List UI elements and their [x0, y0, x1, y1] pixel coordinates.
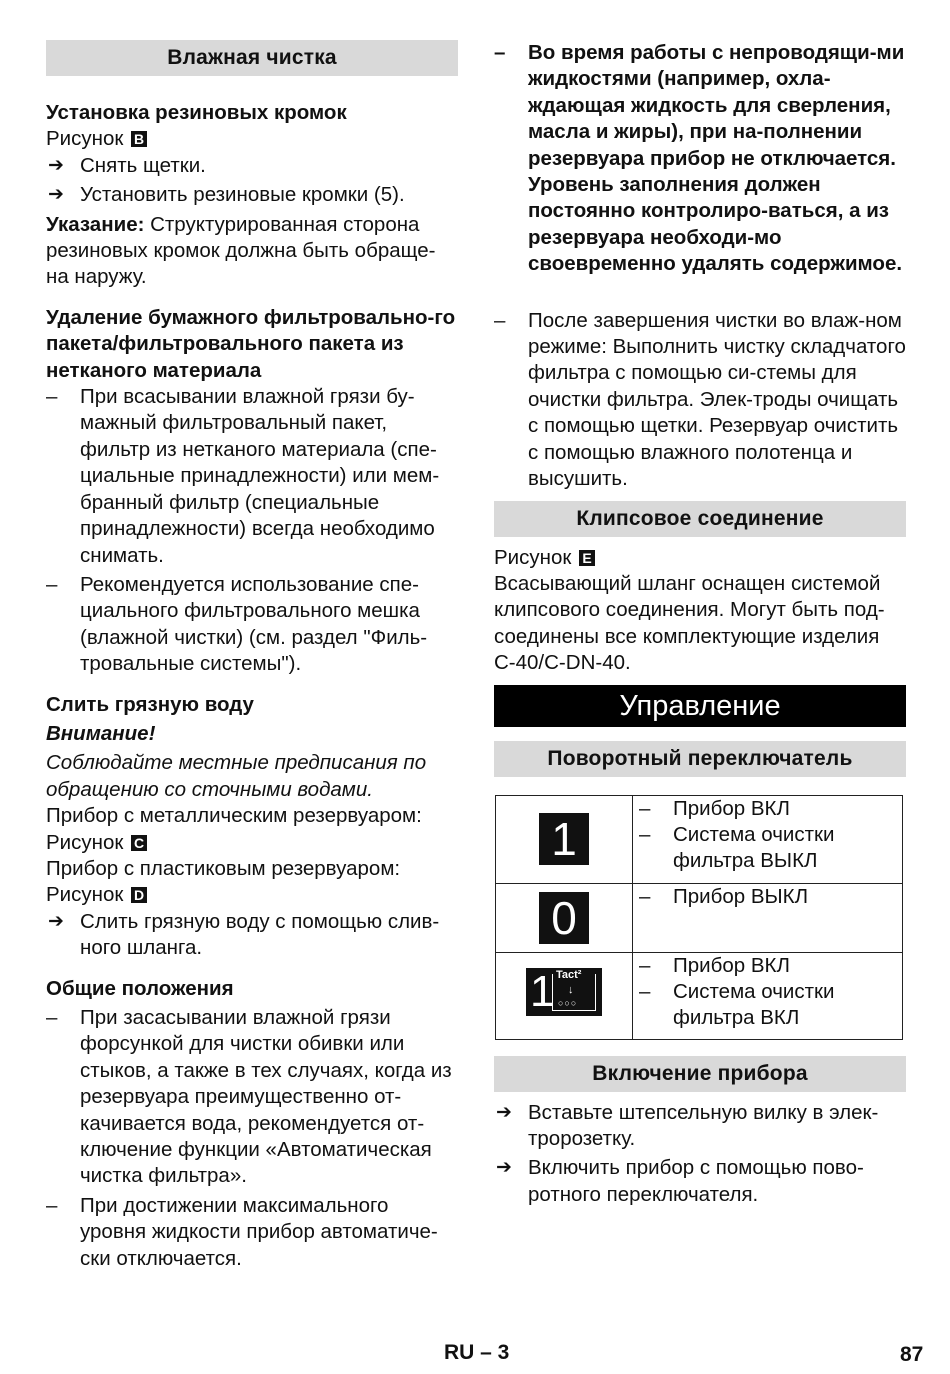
step-remove-brushes: ➔ Снять щетки.	[46, 153, 458, 179]
switch-icon-cell	[496, 795, 633, 883]
plastic-tank-text: Прибор с пластиковым резервуаром:	[46, 856, 401, 880]
switch-row-1	[496, 795, 903, 883]
tact-dots-icon: ○○○	[558, 997, 578, 1008]
switch-row-3-line-1: – Прибор ВКЛ	[639, 953, 902, 979]
switch-position-1-icon: 1	[539, 813, 589, 865]
footer-language-page: RU – 3	[444, 1341, 510, 1364]
step-switch-on: ➔ Включить прибор с помощью пово-ротного переключателя.	[494, 1155, 906, 1208]
note-label: Указание:	[46, 212, 145, 236]
figure-ref-d: Рисунок D	[46, 882, 458, 908]
switch-icon-cell	[496, 952, 633, 1039]
figure-letter-c: C	[131, 835, 147, 851]
warning-non-conductive: – Во время работы с непроводящи-ми жидкостями (например, охла-ждающая жидкость для сверления, масла и жиры), при на-полнении резервуара прибор не отключается. Уровень заполнения должен постоянно контролиро-ваться, а из резервуара необходи-мо своевременно удалять содержимое.	[494, 40, 906, 278]
tact-label: Tact²	[556, 968, 582, 981]
heading-drain-water: Слить грязную воду	[46, 692, 254, 716]
list-item-filter-1: – При всасывании влажной грязи бу-мажный фильтровальный пакет, фильтр из нетканого материала (спе-циальные принадлежности) или мем-бранный фильтр (специальные принадлежности) всегда необходимо снимать.	[46, 384, 458, 569]
heading-general: Общие положения	[46, 976, 234, 1000]
after-wet-cleaning: – После завершения чистки во влаж-ном режиме: Выполнить чистку складчатого фильтра с помощью си-стемы для очистки фильтра. Элек-троды очищать с помощью щетки. Резервуар очистить с помощью влажного полотенца и высушить.	[494, 308, 906, 493]
figure-ref-b: Рисунок B	[46, 126, 458, 152]
switch-row-3-line-2: – Система очистки фильтра ВКЛ	[639, 979, 902, 1032]
section-title-rotary-switch: Поворотный переключатель	[494, 741, 906, 777]
attention-label: Внимание!	[46, 721, 156, 745]
figure-letter-b: B	[131, 131, 147, 147]
note-text: Структурированная сторона резиновых кромок должна быть обраще-на наружу.	[46, 212, 436, 289]
switch-row-1-line-1: – Прибор ВКЛ	[639, 796, 902, 822]
figure-ref-c: Рисунок C	[46, 830, 458, 856]
step-drain-hose: ➔ Слить грязную воду с помощью слив-ного шланга.	[46, 909, 458, 962]
left-column	[46, 40, 458, 1272]
section-title-power-on: Включение прибора	[494, 1056, 906, 1092]
switch-position-tact-icon: 1 Tact² ↓ ○○○	[526, 968, 602, 1016]
section-title-wet-cleaning: Влажная чистка	[46, 40, 458, 76]
list-item-general-2: – При достижении максимального уровня жидкости прибор автоматиче-ски отключается.	[46, 1193, 458, 1272]
list-item-filter-2: – Рекомендуется использование спе-циального фильтровального мешка (влажной чистки) (см. раздел "Филь-тровальные системы").	[46, 572, 458, 678]
tact-arrow-icon: ↓	[568, 983, 574, 996]
figure-letter-e: E	[579, 550, 595, 566]
switch-row-2	[496, 883, 903, 952]
step-install-rubber-strips: ➔ Установить резиновые кромки (5).	[46, 182, 458, 208]
step-insert-plug: ➔ Вставьте штепсельную вилку в элек-тророзетку.	[494, 1100, 906, 1153]
switch-row-1-line-2: – Система очистки фильтра ВЫКЛ	[639, 822, 902, 875]
heading-rubber-strips: Установка резиновых кромок	[46, 101, 347, 124]
switch-position-0-icon: 0	[539, 892, 589, 944]
switch-icon-cell	[496, 883, 633, 952]
section-title-clip-connection: Клипсовое соединение	[494, 501, 906, 537]
figure-ref-e: Рисунок E	[494, 545, 906, 571]
metal-tank-text: Прибор с металлическим резервуаром:	[46, 804, 422, 828]
attention-text: Соблюдайте местные предписания по обращению со сточными водами.	[46, 751, 427, 801]
section-title-operation: Управление	[494, 685, 906, 727]
clip-description: Всасывающий шланг оснащен системой клипсового соединения. Могут быть под-соединены все комплектующие изделия C-40/C-DN-40.	[494, 571, 885, 675]
right-column	[494, 40, 906, 1208]
switch-row-2-line-1: – Прибор ВЫКЛ	[639, 884, 902, 910]
note-paragraph	[46, 212, 458, 291]
heading-filter-removal: Удаление бумажного фильтровально-го пакета/фильтровального пакета из нетканого материала	[46, 305, 456, 382]
switch-row-3	[496, 952, 903, 1039]
rotary-switch-table	[495, 795, 903, 1040]
footer-page-number: 87	[900, 1343, 924, 1366]
figure-letter-d: D	[131, 887, 147, 903]
list-item-general-1: – При засасывании влажной грязи форсункой для чистки обивки или стыков, а также в тех случаях, когда из резервуара преимущественно от-качивается вода, рекомендуется от-ключение функции «Автоматическая чистка фильтра».	[46, 1005, 458, 1190]
